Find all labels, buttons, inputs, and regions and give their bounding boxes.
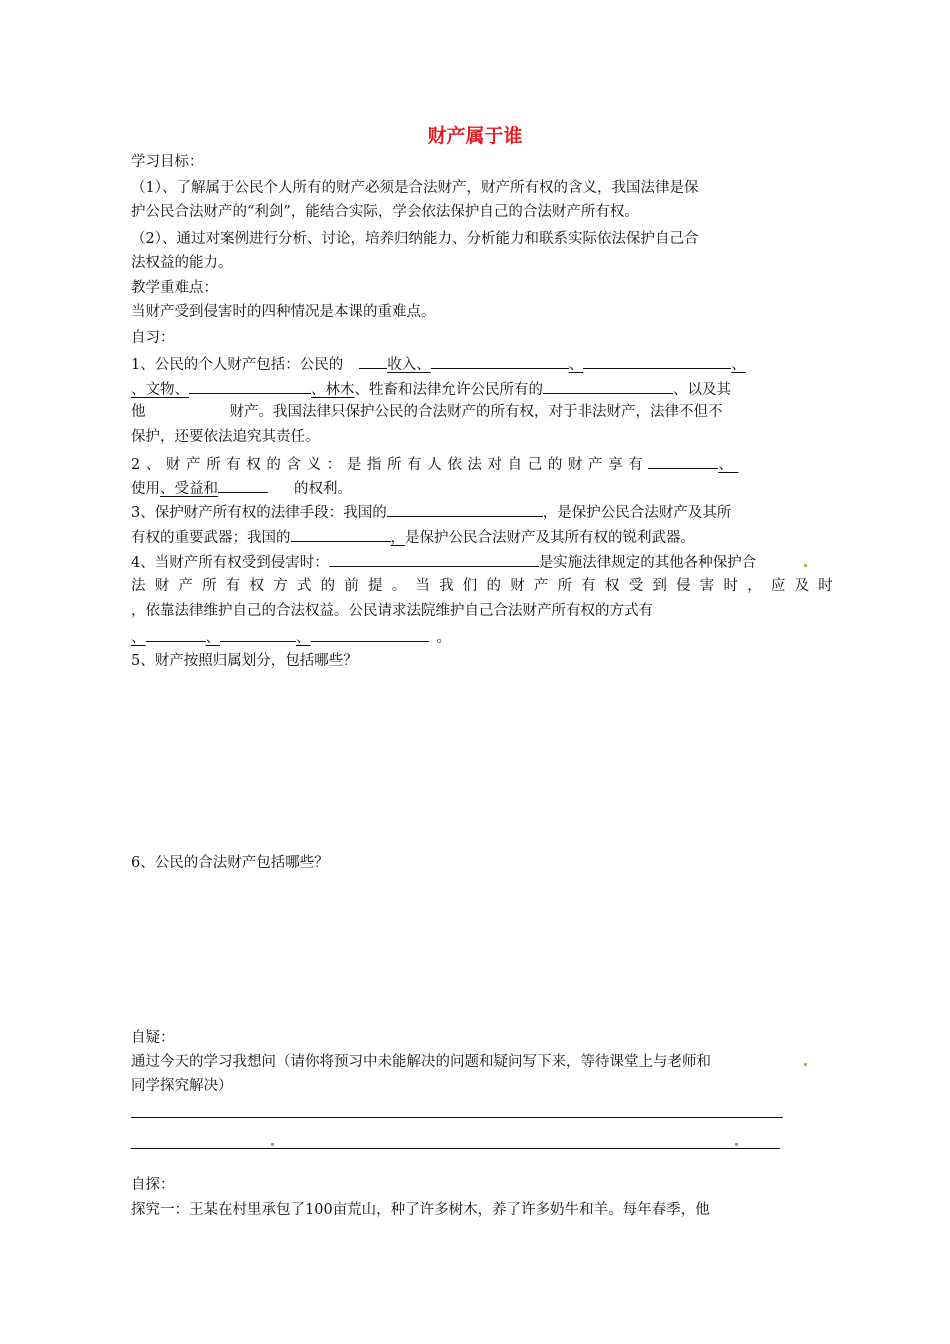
q4-line-1-b: 是实施法律规定的其他各种保护合 xyxy=(538,555,757,571)
q4-blank-2[interactable] xyxy=(146,625,206,642)
q4-line-3: ，依靠法律维护自己的合法权益。公民请求法院维护自己合法财产所有权的方式有 xyxy=(131,603,653,619)
doubt-heading: 自疑： xyxy=(131,1030,175,1046)
decor-mark xyxy=(804,564,807,567)
q1-blank-3[interactable] xyxy=(189,377,311,394)
decor-mark xyxy=(271,1143,274,1146)
q1-linmu: 林木 xyxy=(325,382,355,398)
q4-blank-1[interactable] xyxy=(329,550,539,567)
q4-line-1 xyxy=(131,550,756,574)
q4-line-2 xyxy=(131,575,842,597)
q2-line-2 xyxy=(131,476,352,500)
q3-blank-2[interactable] xyxy=(291,525,391,542)
q4-blank-4[interactable] xyxy=(311,625,429,642)
q4-line-4 xyxy=(131,625,451,649)
q1-blank-2[interactable] xyxy=(583,352,731,369)
q1-income: 收入 xyxy=(387,357,417,373)
q4-dun-2: 、 xyxy=(205,630,220,646)
q1-dun-4: 、 xyxy=(131,382,146,398)
q1-line-3 xyxy=(131,401,723,423)
q4-blank-3[interactable] xyxy=(220,625,296,642)
q1-line-4: 保护，还要依法追究其责任。 xyxy=(131,429,320,445)
q4-dun-1: 、 xyxy=(131,630,146,646)
q1-prefix: 1、公民的个人财产包括：公民的 xyxy=(131,357,344,373)
q3-comma: ， xyxy=(390,530,405,546)
q1-dun-2: 、 xyxy=(568,357,584,373)
q3-line-1-b: ，是保护公民合法财产及其所 xyxy=(542,505,732,521)
q6-question: 6、公民的合法财产包括哪些？ xyxy=(131,855,329,871)
decor-mark xyxy=(735,1143,738,1146)
q3-line-2-c: 是保护公民合法财产及其所有权的锐利武器。 xyxy=(405,530,695,546)
selfstudy-heading: 自习： xyxy=(131,330,175,346)
q2-benefit: 、受益和 xyxy=(160,481,218,497)
q1-dun-3: 、 xyxy=(731,357,746,373)
q3-blank-1[interactable] xyxy=(387,500,543,517)
q5-question: 5、财产按照归属划分，包括哪些？ xyxy=(131,653,358,669)
focus-text: 当财产受到侵害时的四种情况是本课的重难点。 xyxy=(131,304,436,320)
q4-dun-3: 、 xyxy=(296,630,311,646)
q1-end: 、以及其 xyxy=(673,382,731,398)
goal-2-line-1: （2）、通过对案例进行分析、讨论，培养归纳能力、分析能力和联系实际依法保护自己合 xyxy=(131,231,699,247)
q1-blank-4[interactable] xyxy=(543,377,673,394)
goal-1-line-1: （1）、了解属于公民个人所有的财产必须是合法财产，财产所有权的含义，我国法律是保 xyxy=(131,180,699,196)
q1-mid: 、牲畜和法律允许公民所有的 xyxy=(354,382,543,398)
q1-dun-6: 、 xyxy=(311,382,326,398)
q3-line-2-a: 有权的重要武器；我国的 xyxy=(131,530,291,546)
focus-heading: 教学重难点： xyxy=(131,280,218,296)
q1-blank-1[interactable] xyxy=(431,352,569,369)
q4-line-1-a: 4、当财产所有权受到侵害时： xyxy=(131,555,329,571)
doubt-line-2: 同学探究解决） xyxy=(131,1078,233,1094)
q1-line-3-text: 财产。我国法律只保护公民的合法财产的所有权，对于非法财产，法律不但不 xyxy=(229,404,723,420)
q1-wenwu: 文物 xyxy=(145,382,175,398)
q2-use: 使用 xyxy=(131,481,160,497)
q1-ta: 他 xyxy=(131,404,146,420)
q4-end: 。 xyxy=(436,630,451,646)
q2-dun: 、 xyxy=(718,457,739,473)
answer-line-1[interactable] xyxy=(131,1117,783,1118)
explore-line-1: 探究一：王某在村里承包了100亩荒山，种了许多树木，养了许多奶牛和羊。每年春季，他 xyxy=(131,1202,710,1218)
q3-line-1-a: 3、保护财产所有权的法律手段：我国的 xyxy=(131,505,387,521)
goals-heading: 学习目标： xyxy=(131,154,204,170)
doubt-line-1: 通过今天的学习我想问（请你将预习中未能解决的问题和疑问写下来，等待课堂上与老师和 xyxy=(131,1054,711,1070)
q2-line-1-text: 2、财产所有权的含义：是指所有人依法对自己的财产享有 xyxy=(131,457,649,473)
q1-line-1 xyxy=(131,352,746,376)
document-title: 财产属于谁 xyxy=(427,125,523,147)
q1-dun-5: 、 xyxy=(174,382,189,398)
q1-dun-1: 、 xyxy=(416,357,431,373)
answer-line-2[interactable] xyxy=(131,1148,780,1149)
q2-line-1 xyxy=(131,452,738,476)
goal-1-line-2: 护公民合法财产的“利剑”，能结合实际，学会依法保护自己的合法财产所有权。 xyxy=(131,204,639,220)
explore-heading: 自探： xyxy=(131,1177,175,1193)
q2-end: 的权利。 xyxy=(294,481,352,497)
q2-blank-1[interactable] xyxy=(648,452,718,469)
q3-line-1 xyxy=(131,500,731,524)
q4-line-2-text: 法财产所有权方式的前提。当我们的财产所有权受到侵害时，应及时 xyxy=(131,578,842,594)
q1-line-2 xyxy=(131,377,731,401)
goal-2-line-2: 法权益的能力。 xyxy=(131,255,233,271)
q1-blank-income-lead[interactable] xyxy=(359,352,387,369)
q2-blank-2[interactable] xyxy=(218,476,268,493)
decor-mark xyxy=(804,1063,807,1066)
q3-line-2 xyxy=(131,525,695,549)
